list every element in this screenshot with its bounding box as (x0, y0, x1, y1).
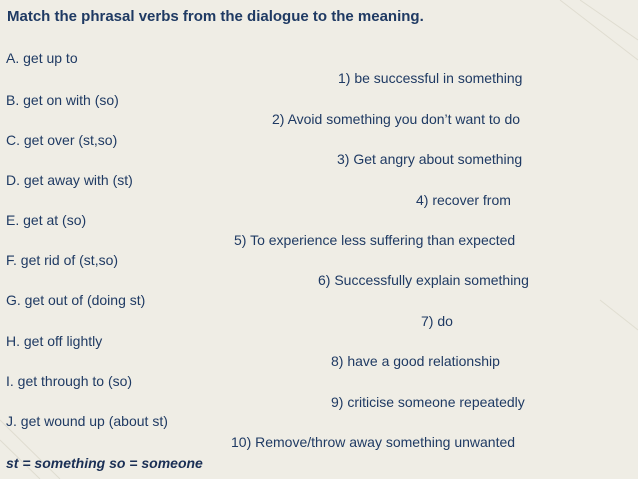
term-b: B. get on with (so) (6, 92, 119, 108)
meaning-9: 9) criticise someone repeatedly (331, 394, 525, 410)
term-i: I. get through to (so) (6, 373, 133, 389)
meaning-5: 5) To experience less suffering than expected (234, 232, 516, 248)
term-h: H. get off lightly (6, 333, 103, 349)
term-j: J. get wound up (about st) (6, 413, 168, 429)
meaning-1: 1) be successful in something (338, 70, 523, 86)
term-a: A. get up to (6, 50, 78, 66)
term-f: F. get rid of (st,so) (6, 252, 119, 268)
meaning-2: 2) Avoid something you don’t want to do (272, 111, 521, 127)
page-title: Match the phrasal verbs from the dialogue to the meaning. (7, 8, 424, 25)
meaning-6: 6) Successfully explain something (318, 272, 529, 288)
meaning-7: 7) do (421, 313, 453, 329)
meaning-3: 3) Get angry about something (337, 151, 523, 167)
meaning-4: 4) recover from (416, 192, 511, 208)
term-e: E. get at (so) (6, 212, 87, 228)
meaning-10: 10) Remove/throw away something unwanted (231, 434, 516, 450)
meaning-8: 8) have a good relationship (331, 353, 500, 369)
term-c: C. get over (st,so) (6, 132, 118, 148)
term-d: D. get away with (st) (6, 172, 133, 188)
abbreviation-key: st = something so = someone (6, 455, 203, 471)
term-g: G. get out of (doing st) (6, 292, 146, 308)
